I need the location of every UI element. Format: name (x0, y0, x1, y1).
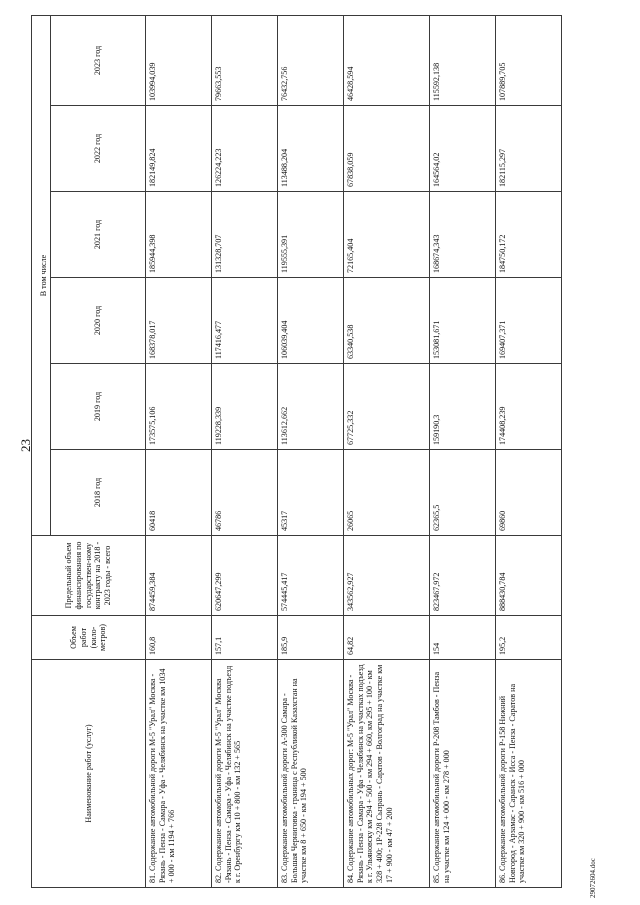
row-year-value: 79663,553 (212, 16, 278, 106)
funding-table (31, 15, 562, 888)
row-volume: 64,82 (344, 616, 430, 660)
row-year-value: 113488,204 (278, 106, 344, 192)
row-year-value: 168674,343 (430, 192, 496, 278)
row-year-value: 184750,172 (496, 192, 562, 278)
page-number: 23 (18, 439, 33, 452)
row-total: 823467,972 (430, 536, 496, 616)
row-year-value: 159190,3 (430, 364, 496, 450)
row-year-value: 46428,594 (344, 16, 430, 106)
row-name: Содержание автомобильных дорог: М-5 "Урал" Москва - Рязань - Пенза - Самара - Уфа - Челябинск на участках подъезд к г. Ульяновску км 294 + 500 - км 294 + 660, км 295 + 100 - км 328 + 400; 1Р-228 Сызрань - Саратов - Волгоград на участке км 17 + 900 - км 47 + 200 (346, 664, 394, 883)
row-index: 86. (498, 872, 507, 883)
row-volume: 195,2 (496, 616, 562, 660)
table-row (146, 16, 212, 888)
row-index: 84. (346, 872, 355, 883)
row-volume: 157,1 (212, 616, 278, 660)
row-year-value: 119228,339 (212, 364, 278, 450)
header-year: 2021 год (51, 192, 146, 278)
header-year: 2023 год (51, 16, 146, 106)
row-year-value: 115592,138 (430, 16, 496, 106)
row-year-value: 169407,371 (496, 278, 562, 364)
header-in-that-number: В том числе (32, 16, 51, 536)
row-year-value: 60418 (146, 450, 212, 536)
row-year-value: 164564,02 (430, 106, 496, 192)
row-total: 574445,417 (278, 536, 344, 616)
row-name-cell (496, 660, 562, 888)
row-name: Содержание автомобильной дороги А-300 Самара - Большая Черниговка - граница с Республикой Казахстан на участке км 8 + 650 - км 194 + 500 (280, 678, 309, 883)
row-name: Содержание автомобильной дороги М-5 "Урал" Москва - Рязань - Пенза - Самара - Уфа - Челябинск на участке км 1034 + 000 - км 1194 + 766 (148, 668, 177, 883)
header-funding-total: Предельный объем финансирования по государствен-ному контракту на 2018 - 2023 годы - всего (32, 536, 146, 616)
header-row-top (32, 16, 51, 888)
row-year-value: 72165,404 (344, 192, 430, 278)
row-volume: 154 (430, 616, 496, 660)
row-index: 85. (432, 872, 441, 883)
row-name-cell (212, 660, 278, 888)
row-index: 83. (280, 872, 289, 883)
document-filename: 29072604.doc (589, 858, 597, 898)
header-volume: Объем работ (кило-метров) (32, 616, 146, 660)
row-year-value: 182149,824 (146, 106, 212, 192)
row-name: Содержание автомобильной дороги М-5 "Урал" Москва -Рязань - Пенза - Самара - Уфа - Челябинск на участке подъезд к г. Оренбургу км 10 + 800 - км 132 + 565 (214, 665, 243, 883)
row-year-value: 67838,059 (344, 106, 430, 192)
row-total: 343562,927 (344, 536, 430, 616)
row-year-value: 131328,707 (212, 192, 278, 278)
row-year-value: 117416,477 (212, 278, 278, 364)
row-year-value: 168378,017 (146, 278, 212, 364)
row-year-value: 62365,5 (430, 450, 496, 536)
header-year: 2018 год (51, 450, 146, 536)
row-year-value: 119555,391 (278, 192, 344, 278)
row-total: 874459,384 (146, 536, 212, 616)
row-year-value: 26065 (344, 450, 430, 536)
row-year-value: 185944,398 (146, 192, 212, 278)
row-total: 888430,784 (496, 536, 562, 616)
row-name: Содержание автомобильной дороги Р-158 Нижний Новгород - Арзамас - Саранск - Исса - Пенза - Саратов на участке км 320 + 900 - км 516 + 000 (498, 683, 527, 883)
row-year-value: 69860 (496, 450, 562, 536)
row-year-value: 182115,297 (496, 106, 562, 192)
row-name-cell (430, 660, 496, 888)
row-year-value: 45317 (278, 450, 344, 536)
table-row (496, 16, 562, 888)
row-year-value: 174408,239 (496, 364, 562, 450)
row-year-value: 76432,756 (278, 16, 344, 106)
row-name: Содержание автомобильной дороги Р-208 Тамбов - Пенза на участке км 124 + 000 - км 278 + 000 (432, 671, 451, 883)
row-year-value: 113612,662 (278, 364, 344, 450)
row-year-value: 46786 (212, 450, 278, 536)
header-year: 2020 год (51, 278, 146, 364)
header-year: 2019 год (51, 364, 146, 450)
row-total: 620647,299 (212, 536, 278, 616)
row-year-value: 153081,671 (430, 278, 496, 364)
row-name-cell (278, 660, 344, 888)
row-year-value: 103994,039 (146, 16, 212, 106)
row-year-value: 63340,538 (344, 278, 430, 364)
row-year-value: 106039,404 (278, 278, 344, 364)
row-name-cell (344, 660, 430, 888)
header-year: 2022 год (51, 106, 146, 192)
table-row (278, 16, 344, 888)
table-row (212, 16, 278, 888)
row-index: 82. (214, 872, 223, 883)
header-name: Наименование работ (услуг) (32, 660, 146, 888)
row-index: 81. (148, 872, 157, 883)
table-row (430, 16, 496, 888)
row-year-value: 126224,223 (212, 106, 278, 192)
row-year-value: 173575,106 (146, 364, 212, 450)
row-volume: 160,8 (146, 616, 212, 660)
row-year-value: 107889,705 (496, 16, 562, 106)
row-name-cell (146, 660, 212, 888)
row-year-value: 67725,332 (344, 364, 430, 450)
table-row (344, 16, 430, 888)
row-volume: 185,9 (278, 616, 344, 660)
